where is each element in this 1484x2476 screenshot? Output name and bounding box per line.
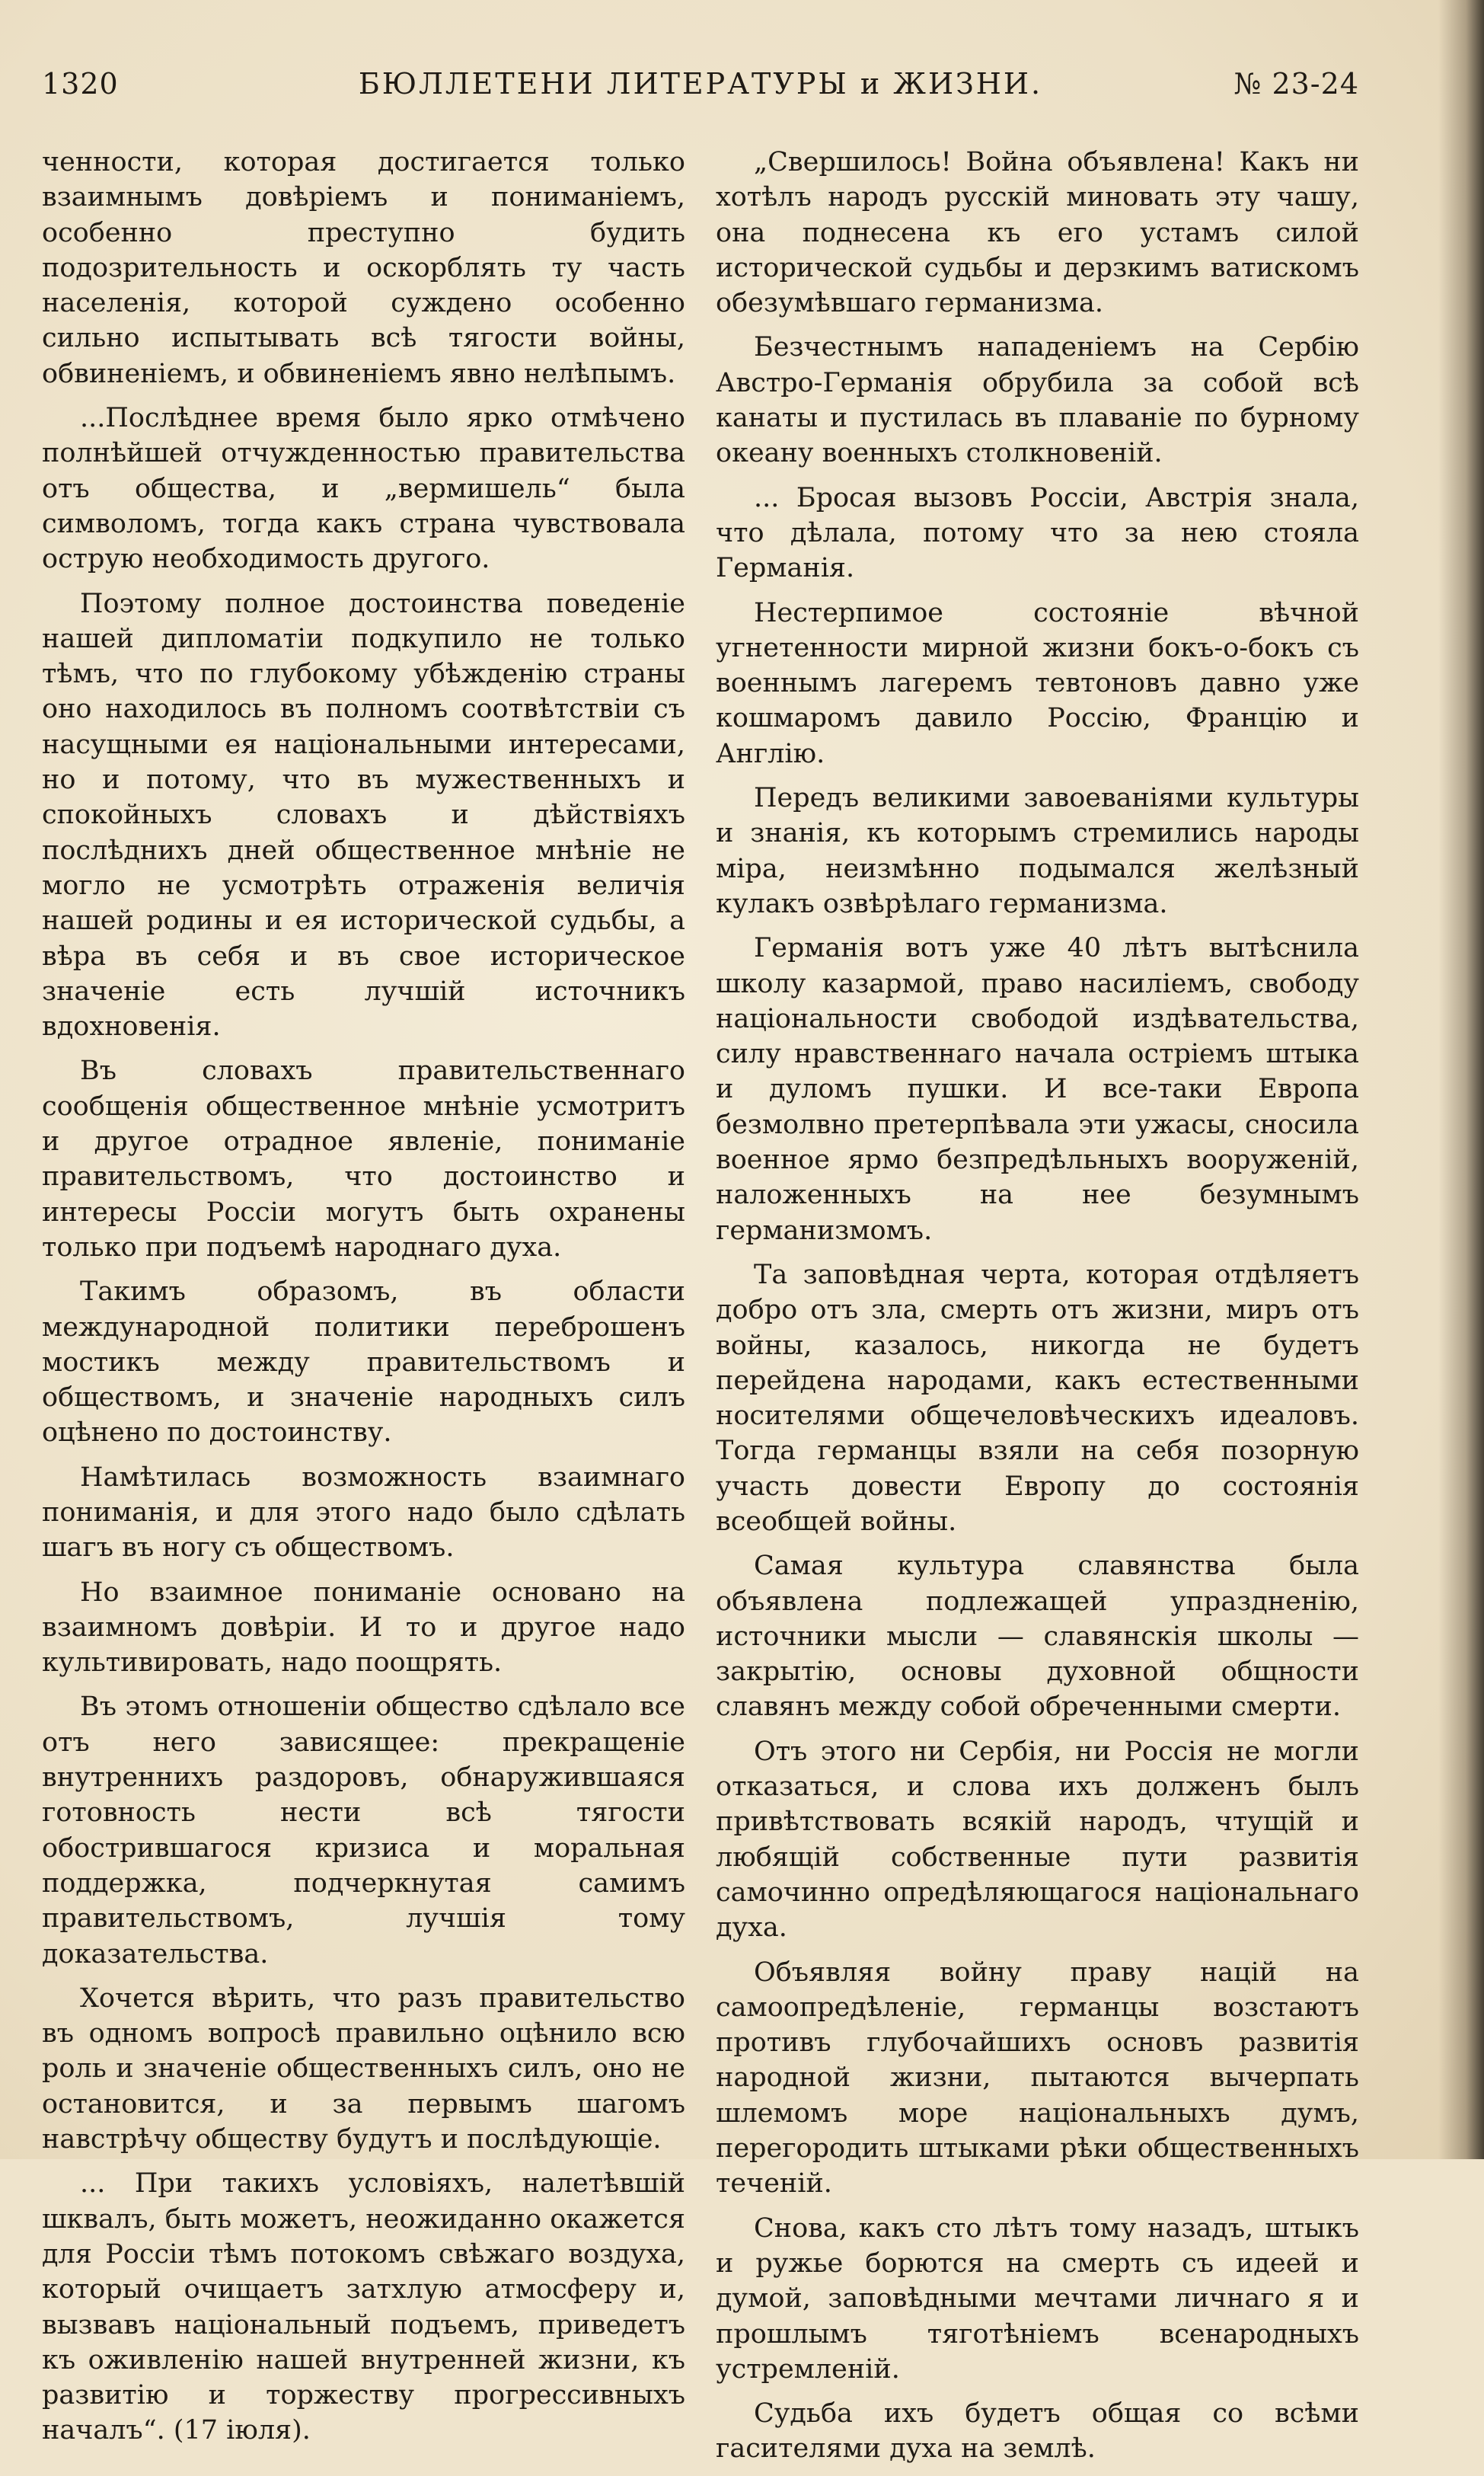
paragraph: Въ словахъ правительственнаго сообщенія общественное мнѣніе усмотритъ и другое отрадное явленіе, пониманіе правительствомъ, что достоинство и интересы Россіи могутъ быть охранены только при подъемѣ народнаго духа. bbox=[42, 1056, 685, 1263]
paragraph: ... Бросая вызовъ Россіи, Австрія знала, что дѣлала, потому что за нею стояла Германія. bbox=[716, 482, 1359, 584]
paragraph: Передъ великими завоеваніями культуры и знанія, къ которымъ стремились народы міра, неизмѣнно подымался желѣзный кулакъ озвѣрѣлаго германизма. bbox=[716, 783, 1359, 919]
paragraph: Та заповѣдная черта, которая отдѣляетъ добро отъ зла, смерть отъ жизни, миръ отъ войны, казалось, никогда не будетъ перейдена народами, какъ естественными носителями общечеловѣческихъ идеаловъ. Тогда германцы взяли на себя позорную участь довести Европу до состоянія всеобщей войны. bbox=[716, 1259, 1359, 1537]
paragraph: Намѣтилась возможность взаимнаго пониманія, и для этого надо было сдѣлать шагъ въ ногу съ обществомъ. bbox=[42, 1462, 685, 1564]
paragraph: Поэтому полное достоинства поведеніе нашей дипломатіи подкупило не только тѣмъ, что по глубокому убѣжденію страны оно находилось въ полномъ соотвѣтствіи съ насущными ея національными интересами, но и потому, что въ мужественныхъ и спокойныхъ словахъ и дѣйствіяхъ послѣднихъ дней общественное мнѣніе не могло не усмотрѣть отраженія величія нашей родины и ея исторической судьбы, а вѣра въ себя и въ свое историческое значеніе есть лучшій источникъ вдохновенія. bbox=[42, 588, 685, 1043]
paragraph: Но взаимное пониманіе основано на взаимномъ довѣріи. И то и другое надо культивировать, надо поощрять. bbox=[42, 1577, 685, 1679]
paragraph: Германія вотъ уже 40 лѣтъ вытѣснила школу казармой, право насиліемъ, свободу національности свободой издѣвательства, силу нравственнаго начала остріемъ штыка и дуломъ пушки. И все-таки Европа безмолвно претерпѣвала эти ужасы, сносила военное ярмо безпредѣльныхъ вооруженій, наложенныхъ на нее безумнымъ германизмомъ. bbox=[716, 933, 1359, 1246]
journal-title: БЮЛЛЕТЕНИ ЛИТЕРАТУРЫ и ЖИЗНИ. bbox=[358, 67, 1043, 101]
right-column bbox=[716, 145, 1359, 2476]
paragraph: ...Послѣднее время было ярко отмѣчено полнѣйшей отчужденностью правительства отъ общества, и „вермишель“ была символомъ, тогда какъ страна чувствовала острую необходимость другого. bbox=[42, 403, 685, 575]
paragraph: Самая культура славянства была объявлена подлежащей упраздненію, источники мысли — славянскія школы — закрытію, основы духовной общности славянъ между собой обреченными смерти. bbox=[716, 1551, 1359, 1723]
paragraph: ченности, которая достигается только взаимнымъ довѣріемъ и пониманіемъ, особенно преступно будить подозрительность и оскорблять ту часть населенія, которой суждено особенно сильно испытывать всѣ тягости войны, обвиненіемъ, и обвиненіемъ явно нелѣпымъ. bbox=[42, 147, 685, 389]
paragraph: Въ этомъ отношеніи общество сдѣлало все отъ него зависящее: прекращеніе внутреннихъ раздоровъ, обнаружившаяся готовность нести всѣ тягости обострившагося кризиса и моральная поддержка, подчеркнутая самимъ правительствомъ, лучшія тому доказательства. bbox=[42, 1692, 685, 1970]
paragraph: „Свершилось! Война объявлена! Какъ ни хотѣлъ народъ русскій миновать эту чашу, она поднесена къ его устамъ силой исторической судьбы и дерзкимъ ватискомъ обезумѣвшаго германизма. bbox=[716, 147, 1359, 319]
issue-number: № 23-24 bbox=[1233, 67, 1359, 101]
paragraph: ... При такихъ условіяхъ, налетѣвшій шквалъ, быть можетъ, неожиданно окажется для Россіи тѣмъ потокомъ свѣжаго воздуха, который очищаетъ затхлую атмосферу и, вызвавъ національный подъемъ, приведетъ къ оживленію нашей внутренней жизни, къ развитію и торжеству прогрессивныхъ началъ“. (17 іюля). bbox=[42, 2168, 685, 2446]
page-number: 1320 bbox=[42, 67, 119, 101]
paragraph: Безчестнымъ нападеніемъ на Сербію Австро-Германія обрубила за собой всѣ канаты и пустилась въ плаваніе по бурному океану военныхъ столкновеній. bbox=[716, 332, 1359, 469]
binding-shadow bbox=[1438, 0, 1484, 2159]
paragraph: Хочется вѣрить, что разъ правительство въ одномъ вопросѣ правильно оцѣнило всю роль и значеніе общественныхъ силъ, оно не остановится, и за первымъ шагомъ навстрѣчу обществу будутъ и послѣдующіе. bbox=[42, 1982, 685, 2155]
paragraph: Нестерпимое состояніе вѣчной угнетенности мирной жизни бокъ-о-бокъ съ военнымъ лагеремъ тевтоновъ давно уже кошмаромъ давило Россію, Францію и Англію. bbox=[716, 597, 1359, 769]
running-header bbox=[42, 67, 1359, 113]
paragraph: Снова, какъ сто лѣтъ тому назадъ, штыкъ и ружье борются на смерть съ идеей и думой, заповѣдными мечтами личнаго я и прошлымъ тяготѣніемъ всенародныхъ устремленій. bbox=[716, 2212, 1359, 2385]
paragraph: Отъ этого ни Сербія, ни Россія не могли отказаться, и слова ихъ долженъ былъ привѣтствовать всякій народъ, чтущій и любящій собственные пути развитія самочинно опредѣляющагося національнаго духа. bbox=[716, 1736, 1359, 1944]
paragraph: Судьба ихъ будетъ общая со всѣми гасителями духа на землѣ. bbox=[716, 2398, 1359, 2465]
left-column bbox=[42, 145, 685, 2458]
paragraph: Такимъ образомъ, въ области международной политики переброшенъ мостикъ между правительствомъ и обществомъ, и значеніе народныхъ силъ оцѣнено по достоинству. bbox=[42, 1276, 685, 1449]
paragraph: Объявляя войну праву націй на самоопредѣленіе, германцы возстаютъ противъ глубочайшихъ основъ развитія народной жизни, пытаются вычерпать шлемомъ море національныхъ думъ, перегородить штыками рѣки общественныхъ теченій. bbox=[716, 1957, 1359, 2200]
